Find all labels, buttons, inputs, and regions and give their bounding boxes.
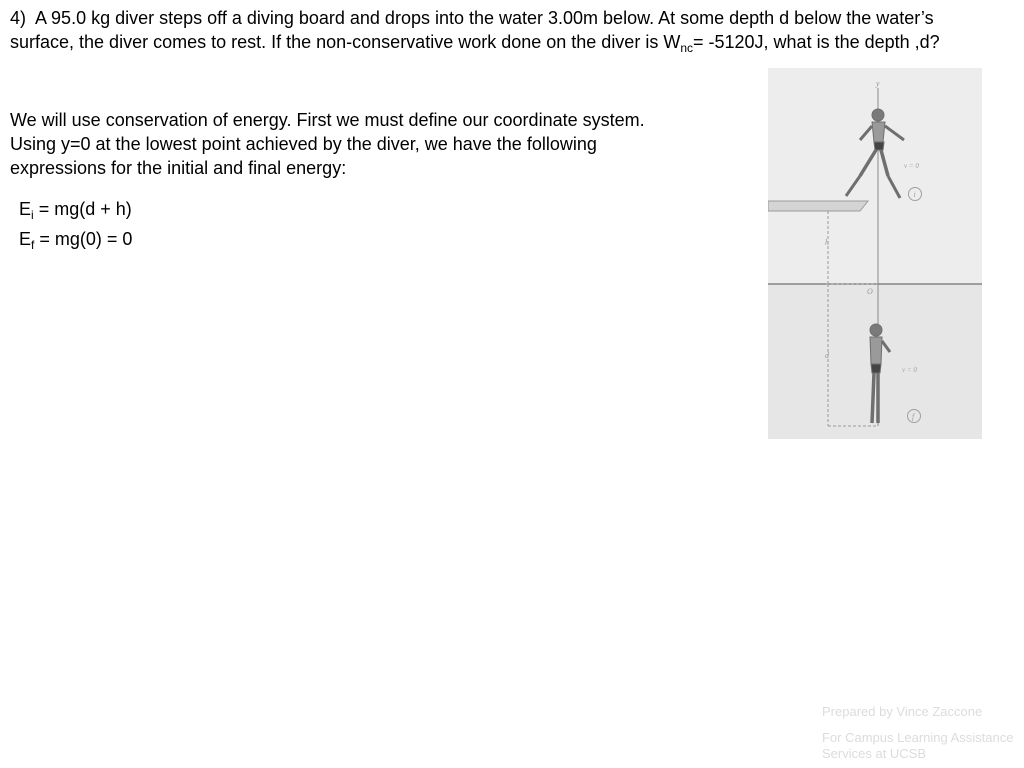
diver-top-arm-right xyxy=(885,126,904,140)
d-label: d xyxy=(825,351,829,360)
diver-top-head xyxy=(872,109,884,121)
point-f-label: f xyxy=(912,412,915,421)
problem-number: 4) xyxy=(10,8,27,28)
problem-statement xyxy=(10,6,1000,54)
eq-initial-base: E xyxy=(19,199,32,219)
y-axis-label: y xyxy=(876,79,880,88)
problem-text-part1: A 95.0 kg diver steps off a diving board and drops into the water 3.00m below. At some depth d below the water’s surface, the diver comes to rest. If the non-conservative work done on the diver is W xyxy=(10,8,934,52)
diver-top xyxy=(846,109,904,198)
eq-final-rhs: = mg(0) = 0 xyxy=(34,229,133,249)
diver-bottom-head xyxy=(870,324,882,336)
v-top-label: v = 0 xyxy=(904,162,919,170)
explanation-line-2: Using y=0 at the lowest point achieved by the diver, we have the following xyxy=(10,134,597,154)
explanation-line-3: expressions for the initial and final energy: xyxy=(10,158,347,178)
explanation-text xyxy=(10,108,750,180)
diver-figure xyxy=(768,68,982,439)
point-i-label: i xyxy=(913,190,916,199)
origin-label: O xyxy=(867,287,873,296)
diver-top-shin-right xyxy=(888,176,900,198)
diver-top-trunks xyxy=(874,142,884,150)
h-label: h xyxy=(825,238,829,247)
eq-initial-sub: i xyxy=(31,208,34,222)
footer-for-clas: For Campus Learning Assistance Services at UCSB xyxy=(822,730,1014,761)
diver-top-shin-left xyxy=(846,176,860,196)
diver-top-leg-right xyxy=(881,150,888,176)
eq-final-sub: f xyxy=(31,238,35,252)
diver-bottom-leg-left xyxy=(872,373,874,423)
eq-initial-rhs: = mg(d + h) xyxy=(33,199,132,219)
eq-final-base: E xyxy=(19,229,32,249)
problem-text-part2: = -5120J, what is the depth ,d? xyxy=(693,32,940,52)
diving-board xyxy=(768,201,868,211)
equation-initial-energy xyxy=(19,198,132,220)
footer-prepared-by: Prepared by Vince Zaccone xyxy=(822,704,983,719)
diver-bottom-torso xyxy=(870,337,882,364)
diver-top-arm-left xyxy=(860,126,872,140)
problem-subscript: nc xyxy=(680,41,693,55)
equation-final-energy xyxy=(19,228,132,250)
diver-top-leg-left xyxy=(860,150,876,176)
diver-diagram xyxy=(768,68,982,439)
v-bottom-label: v = 0 xyxy=(902,366,917,374)
explanation-line-1: We will use conservation of energy. First we must define our coordinate system. xyxy=(10,110,645,130)
diver-bottom-trunks xyxy=(871,364,881,373)
diver-top-torso xyxy=(872,122,885,142)
